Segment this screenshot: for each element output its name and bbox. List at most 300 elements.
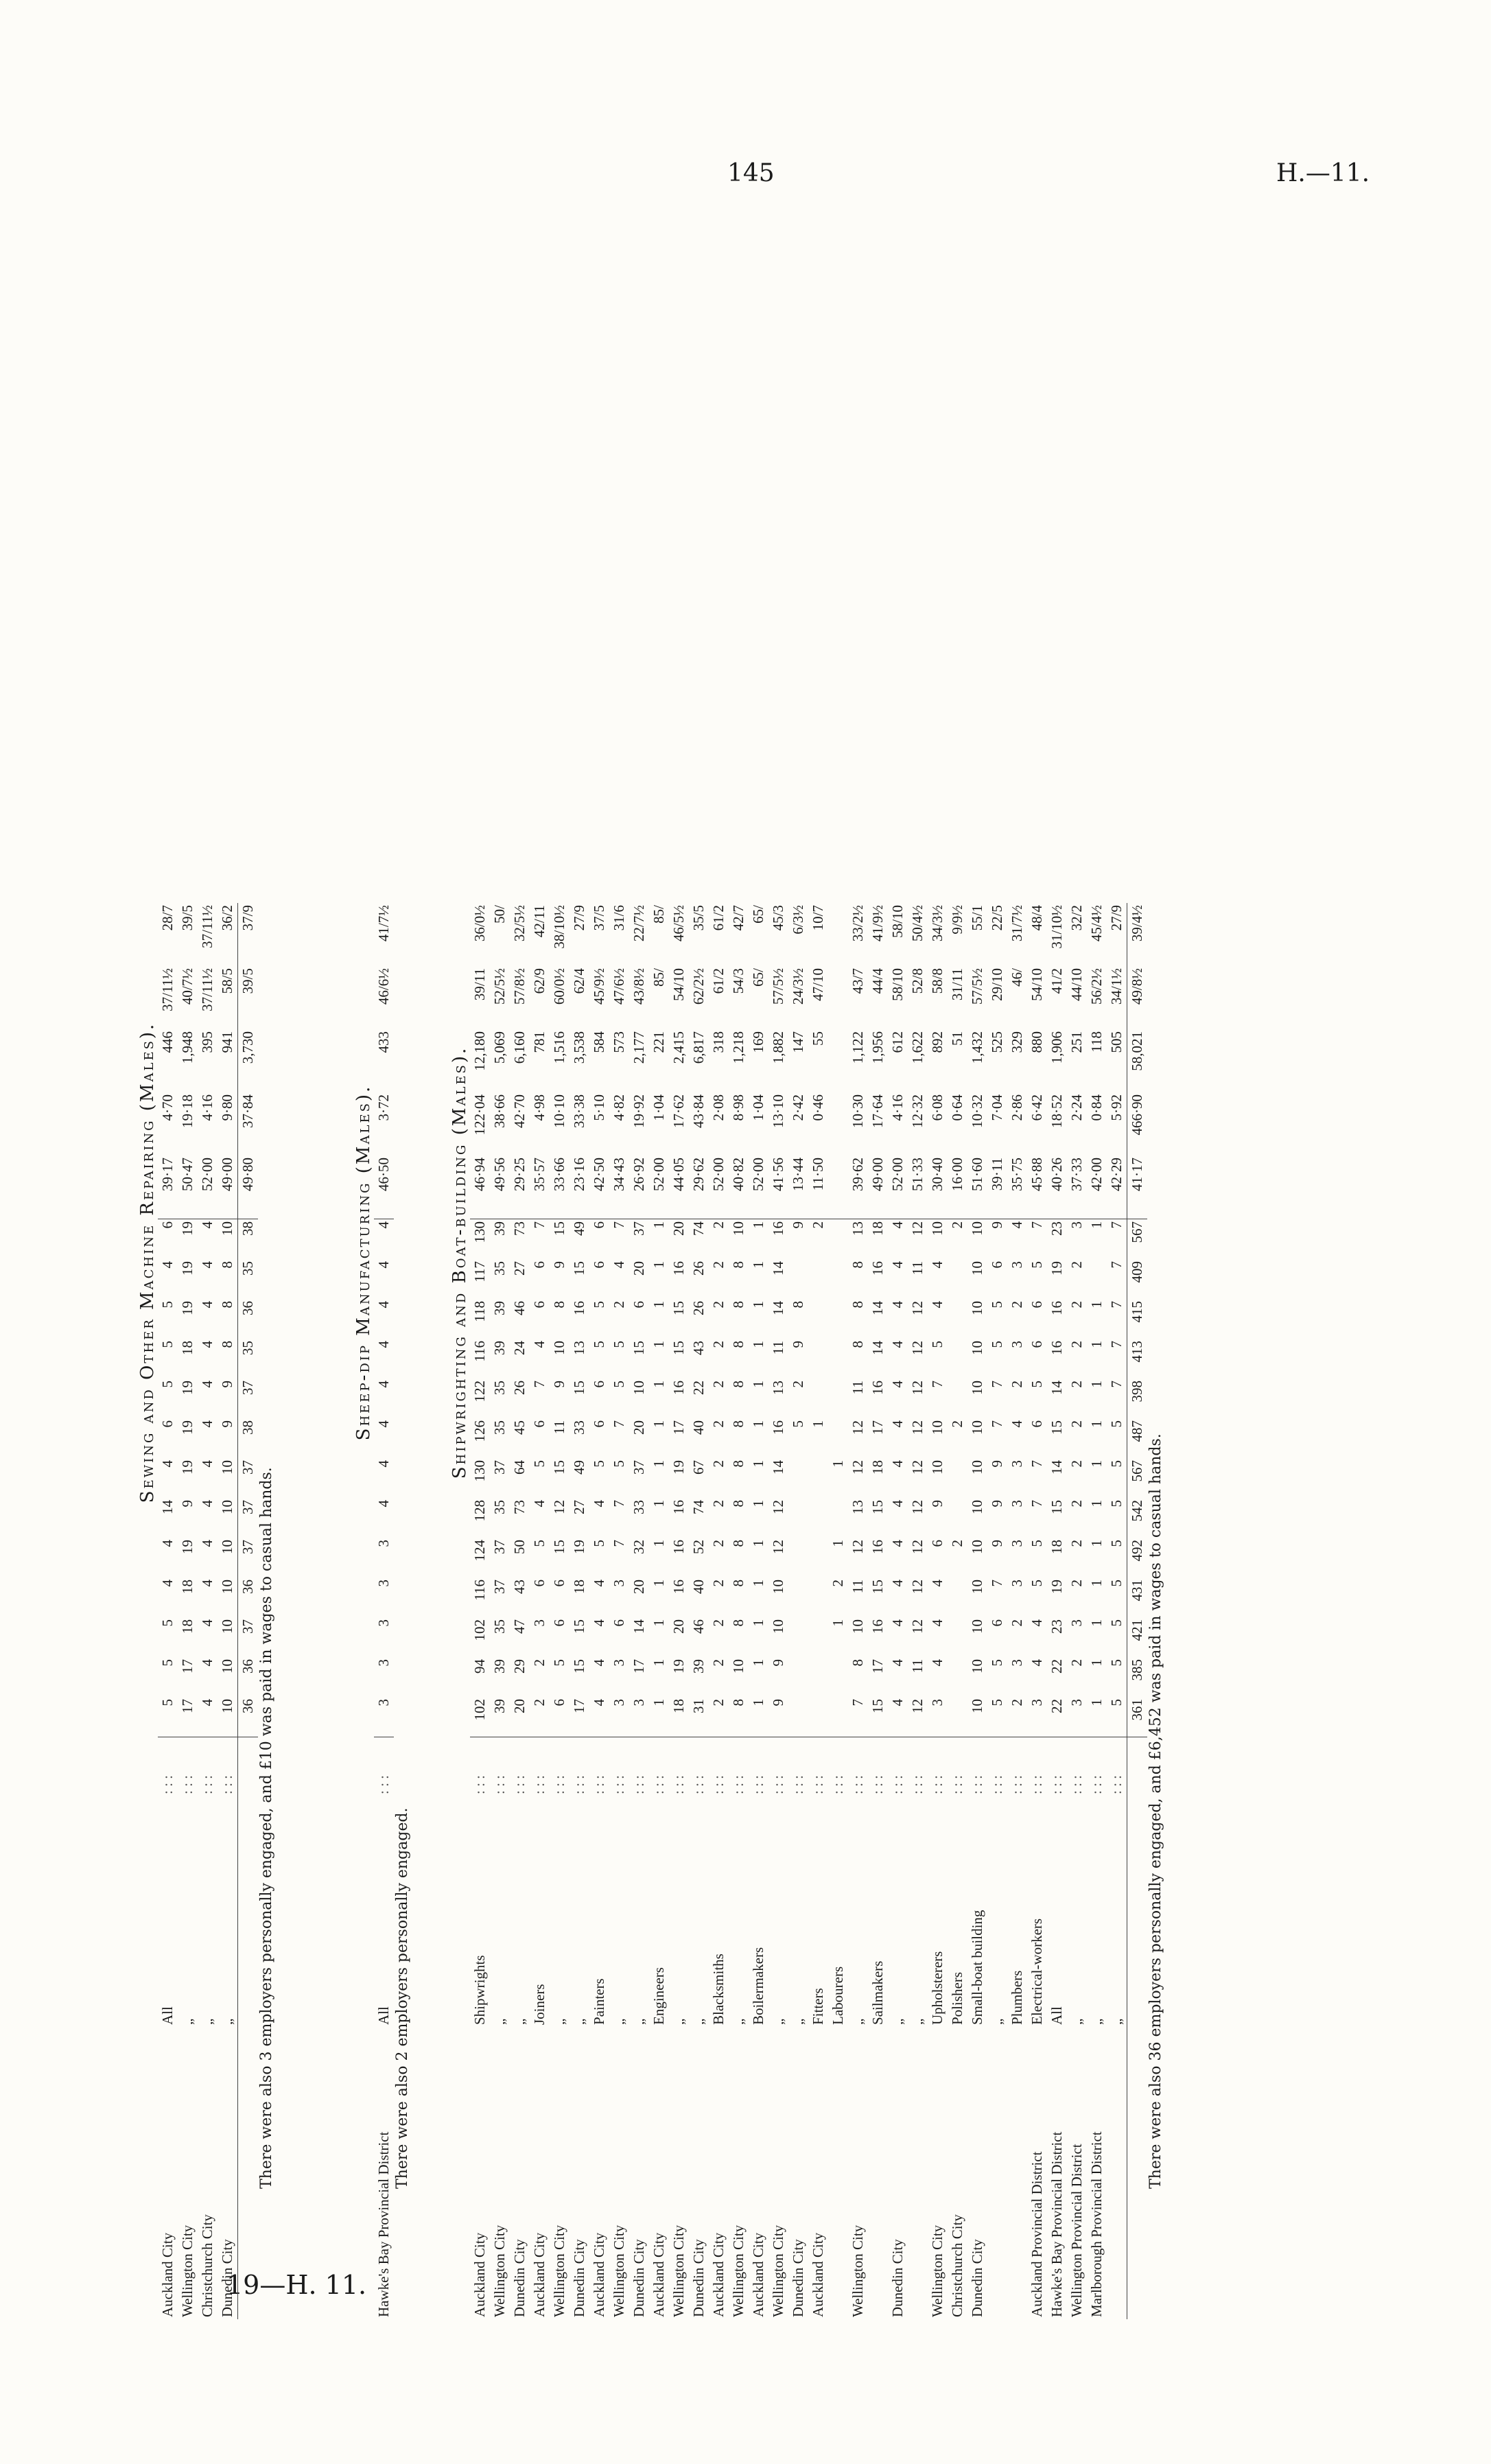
table-row (749, 903, 768, 2319)
value-cell: 12 (770, 1540, 786, 1554)
table-row (908, 903, 928, 2319)
value-cell: 40·26 (1047, 1155, 1067, 1219)
value-cell: 49·00 (218, 1155, 238, 1219)
leader-dots: : : : (511, 1774, 528, 1794)
value-cell: 13 (849, 1221, 866, 1236)
value-cell: 29/10 (989, 968, 1005, 1001)
value-cell: 36 (238, 1657, 259, 1697)
value-cell: 26 (690, 1301, 707, 1315)
value-cell: 5 (531, 1460, 548, 1468)
value-cell: 22 (1047, 1697, 1067, 1737)
value-cell: 3 (1068, 1619, 1085, 1627)
value-cell (948, 1657, 967, 1697)
value-cell: 11·50 (808, 1155, 828, 1219)
value-cell: 5 (1108, 1580, 1125, 1587)
value-cell: 5 (1029, 1580, 1045, 1587)
value-cell (808, 1617, 828, 1657)
value-cell: 46·94 (470, 1155, 490, 1219)
value-cell (948, 1577, 967, 1617)
value-cell: 9 (989, 1500, 1005, 1507)
value-cell: 10 (770, 1580, 786, 1594)
table-row (1027, 903, 1047, 2319)
value-cell: 6 (631, 1301, 647, 1309)
value-cell: 4·16 (889, 1094, 906, 1121)
occupation-cell: „ (631, 2018, 647, 2025)
value-cell: 8 (730, 1261, 747, 1269)
value-cell: 4 (591, 1580, 607, 1587)
value-cell: 1 (750, 1301, 766, 1309)
value-cell: 37 (491, 1460, 508, 1475)
value-cell (808, 1378, 828, 1418)
value-cell: 1 (750, 1540, 766, 1547)
value-cell: 74 (690, 1221, 707, 1236)
value-cell (808, 1339, 828, 1378)
value-cell: 15 (631, 1341, 647, 1355)
value-cell: 29 (511, 1659, 528, 1674)
value-cell: 52 (690, 1540, 707, 1554)
occupation-cell: „ (1068, 2018, 1085, 2025)
value-cell: 4 (1009, 1420, 1025, 1428)
value-cell: 2 (1068, 1420, 1085, 1428)
value-cell: 46/ (1009, 968, 1025, 987)
leader-dots: : : : (1009, 1774, 1025, 1794)
table-row (530, 903, 550, 2319)
value-cell: 74 (690, 1500, 707, 1514)
value-cell: 10 (969, 1381, 985, 1395)
value-cell: 12 (551, 1500, 567, 1514)
value-cell: 42·70 (511, 1094, 528, 1128)
value-cell: 4 (888, 1697, 908, 1737)
value-cell: 7 (1108, 1221, 1125, 1229)
value-cell: 7 (989, 1381, 1005, 1388)
value-cell: 4 (889, 1540, 906, 1547)
value-cell: 61/2 (710, 905, 727, 931)
location-cell: Wellington Provincial District (1068, 2144, 1085, 2317)
value-cell: 6·08 (929, 1094, 946, 1121)
value-cell: 1 (650, 1619, 667, 1627)
value-cell: 14 (770, 1301, 786, 1315)
value-cell: 415 (1127, 1299, 1148, 1339)
value-cell: 1,432 (969, 1031, 985, 1064)
value-cell: 37·84 (238, 1092, 259, 1155)
table-row (510, 903, 530, 2319)
value-cell: 409 (1127, 1259, 1148, 1299)
leader-dots: : : : (690, 1774, 707, 1794)
sewing-table (158, 903, 258, 2319)
value-cell: 130 (471, 1460, 488, 1482)
footer-signature: 19—H. 11. (226, 2270, 367, 2300)
value-cell: 4 (591, 1619, 607, 1627)
value-cell: 4 (929, 1619, 946, 1627)
value-cell: 3 (1009, 1460, 1025, 1468)
value-cell: 57/8½ (511, 968, 528, 1005)
value-cell: 18 (179, 1341, 196, 1355)
value-cell: 12 (909, 1619, 926, 1634)
value-cell: 0·46 (810, 1094, 826, 1121)
value-cell: 10 (969, 1460, 985, 1475)
value-cell: 65/ (750, 905, 766, 924)
value-cell: 10 (219, 1659, 235, 1674)
value-cell: 12 (909, 1420, 926, 1435)
value-cell: 31/10½ (1048, 905, 1065, 949)
value-cell: 14 (631, 1619, 647, 1634)
value-cell: 5 (551, 1659, 567, 1667)
value-cell: 37 (238, 1498, 259, 1538)
value-cell: 6 (989, 1261, 1005, 1269)
value-cell: 4 (199, 1261, 215, 1269)
sewing-title: Sewing and Other Machine Repairing (Males). (137, 1022, 158, 1503)
occupation-cell: „ (730, 2018, 747, 2025)
value-cell: 8 (730, 1381, 747, 1388)
value-cell: 18·52 (1048, 1094, 1065, 1128)
occupation-cell: Labourers (830, 1966, 846, 2025)
value-cell: 6 (531, 1580, 548, 1587)
value-cell: 56/2½ (1088, 968, 1105, 1005)
value-cell: 29·25 (510, 1155, 530, 1219)
value-cell: 19 (1048, 1261, 1065, 1276)
value-cell: 7 (1108, 1381, 1125, 1388)
value-cell: 1 (750, 1460, 766, 1468)
value-cell: 10 (219, 1221, 235, 1236)
value-cell: 8 (219, 1301, 235, 1309)
table-row (198, 903, 218, 2319)
value-cell: 2 (949, 1540, 965, 1547)
value-cell: 3 (1009, 1540, 1025, 1547)
location-cell (238, 2027, 259, 2319)
ship-note: There were also 36 employers personally engaged, and £6,452 was paid in wages to casual hands. (1147, 1433, 1164, 2189)
value-cell: 12 (909, 1500, 926, 1514)
value-cell: 2 (1068, 1460, 1085, 1468)
value-cell: 37/5 (591, 905, 607, 931)
value-cell: 8 (849, 1301, 866, 1309)
value-cell: 16 (869, 1261, 886, 1276)
location-cell: Christchurch City (949, 2214, 965, 2317)
value-cell (828, 1259, 848, 1299)
value-cell: 1 (750, 1381, 766, 1388)
location-cell: Dunedin City (889, 2239, 906, 2317)
occupation-cell: „ (909, 2018, 926, 2025)
value-cell: 1 (750, 1619, 766, 1627)
value-cell: 36 (238, 1299, 259, 1339)
leader-dots: : : : (491, 1774, 508, 1794)
value-cell: 4 (889, 1659, 906, 1667)
occupation-cell: Shipwrights (471, 1955, 488, 2025)
value-cell: 43 (690, 1341, 707, 1355)
value-cell: 1 (810, 1420, 826, 1428)
value-cell: 37/11½ (199, 968, 215, 1011)
value-cell (828, 966, 848, 1029)
value-cell: 15 (1048, 1420, 1065, 1435)
value-cell: 3,730 (238, 1029, 259, 1092)
value-cell: 58/10 (889, 905, 906, 938)
value-cell: 51 (949, 1031, 965, 1046)
value-cell: 2 (710, 1540, 727, 1547)
value-cell: 5 (159, 1301, 176, 1309)
value-cell: 4 (889, 1381, 906, 1388)
value-cell: 4 (199, 1619, 215, 1627)
value-cell: 7 (1029, 1460, 1045, 1468)
value-cell: 7 (1029, 1221, 1045, 1229)
value-cell: 5 (1108, 1420, 1125, 1428)
value-cell: 1·04 (750, 1094, 766, 1121)
value-cell: 13·44 (788, 1155, 808, 1219)
table-row (669, 903, 689, 2319)
value-cell: 3 (611, 1659, 627, 1667)
value-cell: 781 (531, 1031, 548, 1053)
occupation-cell: Polishers (949, 1971, 965, 2025)
value-cell: 49·00 (868, 1155, 888, 1219)
value-cell: 1 (650, 1261, 667, 1269)
occupation-cell: „ (670, 2018, 687, 2025)
value-cell: 37 (491, 1580, 508, 1594)
location-cell: Auckland City (159, 2232, 176, 2317)
value-cell: 64 (511, 1460, 528, 1475)
occupation-cell: „ (770, 2018, 786, 2025)
value-cell: 2 (1068, 1381, 1085, 1388)
value-cell: 10/7 (810, 905, 826, 931)
value-cell (948, 1498, 967, 1538)
value-cell (948, 1299, 967, 1339)
occupation-cell: „ (179, 2018, 196, 2025)
table-row (788, 903, 808, 2319)
occupation-cell: „ (849, 2018, 866, 2025)
table-row (1007, 903, 1027, 2319)
value-cell: 5 (159, 1619, 176, 1627)
value-cell: 55/1 (969, 905, 985, 931)
value-cell: 11 (849, 1381, 866, 1395)
value-cell: 45/3 (770, 905, 786, 931)
value-cell: 17·64 (869, 1094, 886, 1128)
table-row (888, 903, 908, 2319)
value-cell: 16 (770, 1420, 786, 1435)
value-cell: 28/7 (159, 905, 176, 931)
value-cell: 10 (929, 1221, 946, 1236)
value-cell: 4 (889, 1500, 906, 1507)
leader-dots (1127, 1737, 1148, 1797)
value-cell: 4 (531, 1341, 548, 1348)
value-cell: 4 (159, 1460, 176, 1468)
value-cell: 1 (750, 1420, 766, 1428)
value-cell: 23 (1048, 1619, 1065, 1634)
ship-table (470, 903, 1147, 2319)
value-cell: 329 (1009, 1031, 1025, 1053)
value-cell: 61/2 (710, 968, 727, 994)
value-cell: 20 (631, 1261, 647, 1276)
value-cell: 62/4 (571, 968, 587, 994)
value-cell (948, 1697, 967, 1737)
value-cell: 35/5 (690, 905, 707, 931)
value-cell: 19·92 (631, 1094, 647, 1128)
value-cell: 3 (1068, 1221, 1085, 1229)
value-cell: 9 (989, 1221, 1005, 1229)
value-cell: 35 (238, 1339, 259, 1378)
rotated-table-area (137, 206, 1359, 2319)
leader-dots: : : : (375, 1774, 392, 1794)
value-cell: 54/10 (1029, 968, 1045, 1001)
value-cell: 39 (491, 1659, 508, 1674)
table-row (987, 903, 1007, 2319)
value-cell: 12 (849, 1460, 866, 1475)
value-cell: 51·60 (967, 1155, 987, 1219)
value-cell: 3 (1009, 1659, 1025, 1667)
value-cell: 10 (219, 1580, 235, 1594)
value-cell: 3 (1009, 1261, 1025, 1269)
value-cell (828, 1092, 848, 1155)
value-cell: 6 (531, 1261, 548, 1269)
value-cell: 542 (1127, 1498, 1148, 1538)
value-cell: 9 (551, 1261, 567, 1269)
value-cell: 42/11 (531, 905, 548, 938)
value-cell: 2 (710, 1221, 727, 1229)
value-cell: 1 (830, 1540, 846, 1547)
value-cell: 18 (179, 1619, 196, 1634)
value-cell: 2 (1009, 1619, 1025, 1627)
value-cell: 14 (770, 1460, 786, 1475)
value-cell: 10 (219, 1619, 235, 1634)
value-cell: 2 (810, 1221, 826, 1229)
value-cell: 4 (159, 1261, 176, 1269)
sheep-table (374, 903, 394, 2319)
location-cell: Dunedin City (571, 2239, 587, 2317)
value-cell: 50/4½ (909, 905, 926, 942)
value-cell: 15 (670, 1301, 687, 1315)
value-cell: 4·98 (531, 1094, 548, 1121)
value-cell: 4 (591, 1659, 607, 1667)
value-cell: 4 (375, 1381, 392, 1388)
value-cell: 16 (670, 1540, 687, 1554)
value-cell: 1 (1088, 1659, 1105, 1667)
value-cell: 4·16 (199, 1094, 215, 1121)
value-cell: 18 (1048, 1540, 1065, 1554)
value-cell: 4 (929, 1301, 946, 1309)
value-cell: 4 (889, 1580, 906, 1587)
location-cell: Marlborough Provincial District (1088, 2131, 1105, 2317)
value-cell: 6 (591, 1221, 607, 1229)
value-cell: 10 (969, 1261, 985, 1276)
value-cell (828, 1498, 848, 1538)
value-cell: 4 (375, 1341, 392, 1348)
value-cell: 4 (1029, 1619, 1045, 1627)
value-cell: 62/9 (531, 968, 548, 994)
value-cell: 35 (491, 1261, 508, 1276)
table-row (1087, 903, 1107, 2319)
value-cell: 11 (770, 1341, 786, 1355)
value-cell: 39·17 (158, 1155, 178, 1219)
value-cell: 4 (159, 1540, 176, 1547)
value-cell (808, 1538, 828, 1577)
document-reference: H.—11. (1276, 159, 1370, 187)
value-cell: 1 (750, 1659, 766, 1667)
value-cell: 60/0½ (551, 968, 567, 1005)
value-cell: 22/7½ (631, 905, 647, 942)
value-cell: 8 (730, 1460, 747, 1468)
value-cell: 10 (969, 1341, 985, 1355)
leader-dots: : : : (750, 1774, 766, 1794)
location-cell: Wellington City (770, 2225, 786, 2317)
value-cell: 49·80 (238, 1155, 259, 1219)
value-cell: 32 (631, 1540, 647, 1554)
value-cell: 7 (1108, 1341, 1125, 1348)
value-cell: 7 (611, 1500, 627, 1507)
value-cell: 36 (238, 1697, 259, 1737)
value-cell (808, 1657, 828, 1697)
value-cell: 39 (690, 1659, 707, 1674)
value-cell: 1·04 (650, 1094, 667, 1121)
leader-dots: : : : (949, 1774, 965, 1794)
value-cell: 3 (375, 1580, 392, 1587)
value-cell: 10 (730, 1221, 747, 1236)
value-cell: 2 (710, 1500, 727, 1507)
value-cell: 15 (571, 1261, 587, 1276)
value-cell: 62/2½ (690, 968, 707, 1005)
value-cell: 8 (730, 1341, 747, 1348)
value-cell: 17 (631, 1659, 647, 1674)
value-cell: 2 (1068, 1659, 1085, 1667)
value-cell: 5 (159, 1381, 176, 1388)
occupation-cell: All (159, 2006, 176, 2025)
value-cell: 2 (1009, 1301, 1025, 1309)
value-cell: 4 (199, 1221, 215, 1229)
value-cell: 6 (1029, 1341, 1045, 1348)
value-cell: 12 (909, 1460, 926, 1475)
occupation-cell: Plumbers (1009, 1970, 1025, 2025)
value-cell: 12 (908, 1697, 928, 1737)
value-cell: 5 (611, 1341, 627, 1348)
leader-dots: : : : (159, 1774, 176, 1794)
location-cell: Dunedin City (631, 2239, 647, 2317)
table-row (768, 903, 788, 2319)
value-cell: 33/2½ (849, 905, 866, 942)
table-row (1107, 903, 1127, 2319)
value-cell: 10 (219, 1540, 235, 1554)
value-cell: 27/9 (1108, 905, 1125, 931)
value-cell: 33 (631, 1500, 647, 1514)
value-cell: 33·38 (571, 1094, 587, 1128)
value-cell: 2 (530, 1697, 550, 1737)
value-cell: 15 (869, 1580, 886, 1594)
value-cell: 10·30 (849, 1094, 866, 1128)
value-cell (828, 1378, 848, 1418)
value-cell: 130 (471, 1221, 488, 1243)
value-cell: 39·62 (848, 1155, 868, 1219)
location-cell: Wellington City (491, 2225, 508, 2317)
value-cell: 4 (611, 1261, 627, 1269)
value-cell: 9 (989, 1540, 1005, 1547)
value-cell: 147 (790, 1031, 806, 1053)
value-cell: 5 (591, 1341, 607, 1348)
table-row (178, 903, 198, 2319)
value-cell: 7 (1108, 1261, 1125, 1269)
value-cell: 3 (375, 1619, 392, 1627)
value-cell: 10 (219, 1500, 235, 1514)
value-cell: 26·92 (629, 1155, 649, 1219)
value-cell: 3 (1009, 1341, 1025, 1348)
value-cell: 54/3 (730, 968, 747, 994)
value-cell: 17 (570, 1697, 589, 1737)
table-row (218, 903, 238, 2319)
occupation-cell: Boilermakers (750, 1947, 766, 2025)
value-cell: 73 (511, 1500, 528, 1514)
value-cell: 5 (1029, 1381, 1045, 1388)
value-cell: 22 (690, 1381, 707, 1395)
value-cell: 446 (159, 1031, 176, 1053)
value-cell: 5 (987, 1697, 1007, 1737)
value-cell: 10 (849, 1619, 866, 1634)
value-cell: 4 (889, 1460, 906, 1468)
value-cell: 13 (571, 1341, 587, 1355)
value-cell: 421 (1127, 1617, 1148, 1657)
value-cell: 1 (1088, 1301, 1105, 1309)
